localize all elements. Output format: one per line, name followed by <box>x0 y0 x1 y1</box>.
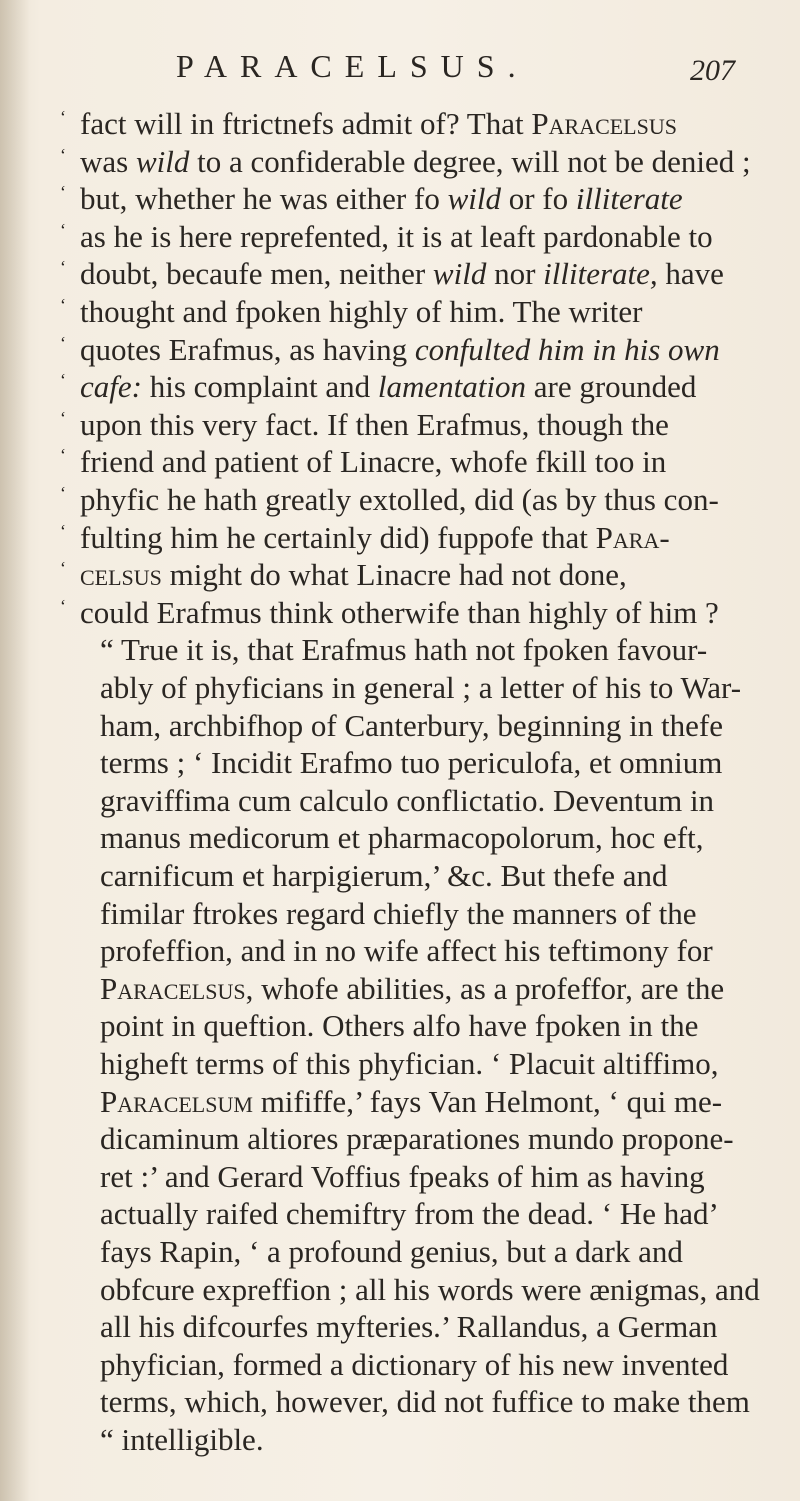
page-number: 207 <box>690 54 735 87</box>
text-run: terms, which, however, did not fuffice to make them <box>100 1384 750 1420</box>
text-line <box>100 855 668 896</box>
text-run: actually raifed chemiftry from the dead. ‘ He had’ <box>100 1196 719 1232</box>
text-line <box>100 780 714 821</box>
text-run: doubt, becaufe men, neither <box>80 256 433 292</box>
text-line <box>60 366 697 407</box>
text-line <box>60 291 643 332</box>
text-run: thought and fpoken highly of him. The writer <box>80 294 643 329</box>
quote-mark: ‘ <box>60 257 66 278</box>
text-line <box>100 968 724 1009</box>
text-line <box>100 1231 683 1272</box>
text-line <box>100 893 697 934</box>
text-run: “ intelligible. <box>100 1422 264 1457</box>
italic-text: wild <box>432 256 487 292</box>
text-line <box>60 329 720 370</box>
text-line <box>100 1306 718 1347</box>
text-run: “ True it is, that Erafmus hath not fpoken favour- <box>100 632 708 668</box>
italic-text: wild <box>135 143 190 179</box>
italic-text: confulted him in his own <box>414 331 720 367</box>
quote-mark: ‘ <box>60 595 66 616</box>
text-run: fact will in ftrictnefs admit of? That <box>80 106 532 141</box>
text-line <box>100 1118 734 1159</box>
italic-text: cafe: <box>80 369 142 405</box>
text-run: manus medicorum et pharmacopolorum, hoc eft, <box>100 820 704 856</box>
binding-shadow <box>0 0 30 1501</box>
text-run: ham, archbifhop of Canterbury, beginning in thefe <box>100 707 723 743</box>
text-line <box>100 817 703 858</box>
text-line <box>100 1043 718 1084</box>
small-caps-text: celsus <box>80 557 162 593</box>
text-run: quotes Erafmus, as having <box>80 331 415 367</box>
text-line <box>60 141 751 182</box>
text-run: dicaminum altiores præparationes mundo propone- <box>100 1121 734 1157</box>
text-run: mififfe,’ fays Van Helmont, ‘ qui me- <box>252 1083 723 1119</box>
quote-mark: ‘ <box>60 370 66 391</box>
text-run: all his difcourfes myfteries.’ Rallandus, a German <box>100 1309 718 1345</box>
text-run: are grounded <box>525 369 697 405</box>
text-line <box>60 592 719 633</box>
text-run: carnificum et harpigierum,’ &c. But thefe and <box>100 858 668 893</box>
text-run: could Erafmus think otherwife than highly of him ? <box>80 594 719 630</box>
text-line <box>60 441 667 482</box>
text-run: to a confiderable degree, will not be denied ; <box>189 143 751 179</box>
text-run: was <box>80 143 136 179</box>
text-line <box>60 103 677 144</box>
text-run: whofe abilities, as a profeffor, are the <box>253 970 725 1006</box>
text-line <box>60 216 713 257</box>
quote-mark: ‘ <box>60 445 66 466</box>
text-run: higheft terms of this phyfician. ‘ Placuit altiffimo, <box>100 1046 719 1081</box>
text-line <box>100 1081 722 1122</box>
text-run: might do what Linacre had not done, <box>161 557 627 593</box>
text-run: or fo <box>500 181 576 217</box>
text-run: point in queftion. Others alfo have fpoken in the <box>100 1008 699 1044</box>
text-line <box>60 178 683 219</box>
text-line <box>100 667 741 708</box>
text-run: nor <box>486 256 544 292</box>
quote-mark: ‘ <box>60 483 66 503</box>
page-header <box>0 48 800 98</box>
text-run: upon this very fact. If then Erafmus, though the <box>80 406 669 442</box>
text-run: but, whether he was either fo <box>80 181 448 217</box>
quote-mark: ‘ <box>60 144 66 165</box>
quote-mark: ‘ <box>60 332 66 353</box>
text-run: fimilar ftrokes regard chiefly the manners of the <box>100 895 697 931</box>
text-run: phyfician, formed a dictionary of his new invented <box>100 1346 729 1382</box>
text-run: obfcure expreffion ; all his words were ænigmas, and <box>100 1271 760 1307</box>
small-caps-text: Paracelsus <box>531 106 677 141</box>
quote-mark: ‘ <box>60 520 66 541</box>
quote-mark: ‘ <box>60 107 66 127</box>
text-line <box>100 705 723 746</box>
text-run: have <box>657 256 724 292</box>
small-caps-text: Paracelsus, <box>100 970 254 1006</box>
text-line <box>100 930 713 971</box>
text-run: as he is here reprefented, it is at leaft pardonable to <box>80 218 713 254</box>
text-line <box>100 742 722 783</box>
text-line <box>60 479 719 520</box>
text-run: fulting him he certainly did) fuppofe that <box>80 519 596 555</box>
text-line <box>100 1005 698 1046</box>
text-line <box>100 1193 719 1234</box>
text-run: graviffima cum calculo conflictatio. Deventum in <box>100 782 715 818</box>
text-line <box>60 554 627 595</box>
small-caps-text: Para- <box>595 519 670 555</box>
text-run: ret :’ and Gerard Voffius fpeaks of him as having <box>100 1158 705 1194</box>
text-line <box>100 1344 728 1385</box>
text-line <box>100 1156 705 1197</box>
italic-text: wild <box>447 181 501 217</box>
quote-mark: ‘ <box>60 295 66 315</box>
text-line <box>60 253 724 294</box>
quote-mark: ‘ <box>60 182 66 203</box>
quote-mark: ‘ <box>60 407 66 428</box>
text-run: terms ; ‘ Incidit Erafmo tuo periculofa, et omnium <box>100 745 723 781</box>
text-run: his complaint and <box>141 369 378 405</box>
text-line <box>60 404 669 445</box>
text-line <box>100 1419 264 1460</box>
text-line <box>100 629 707 670</box>
italic-text: lamentation <box>377 369 526 405</box>
text-run: profeffion, and in no wife affect his teftimony for <box>100 933 713 969</box>
running-head: PARACELSUS. <box>176 48 529 84</box>
text-run: fays Rapin, ‘ a profound genius, but a dark and <box>100 1234 683 1269</box>
text-run: friend and patient of Linacre, whofe fkill too in <box>80 444 667 480</box>
quote-mark: ‘ <box>60 219 66 240</box>
text-run: ably of phyficians in general ; a letter of his to War- <box>100 670 742 705</box>
text-run: phyfic he hath greatly extolled, did (as by thus con- <box>80 482 719 517</box>
italic-text: illiterate <box>575 181 683 217</box>
small-caps-text: Paracelsum <box>100 1083 253 1119</box>
italic-text: illiterate, <box>543 256 658 292</box>
text-line <box>100 1381 750 1422</box>
text-line <box>60 517 670 558</box>
quote-mark: ‘ <box>60 558 66 579</box>
text-line <box>100 1269 760 1310</box>
